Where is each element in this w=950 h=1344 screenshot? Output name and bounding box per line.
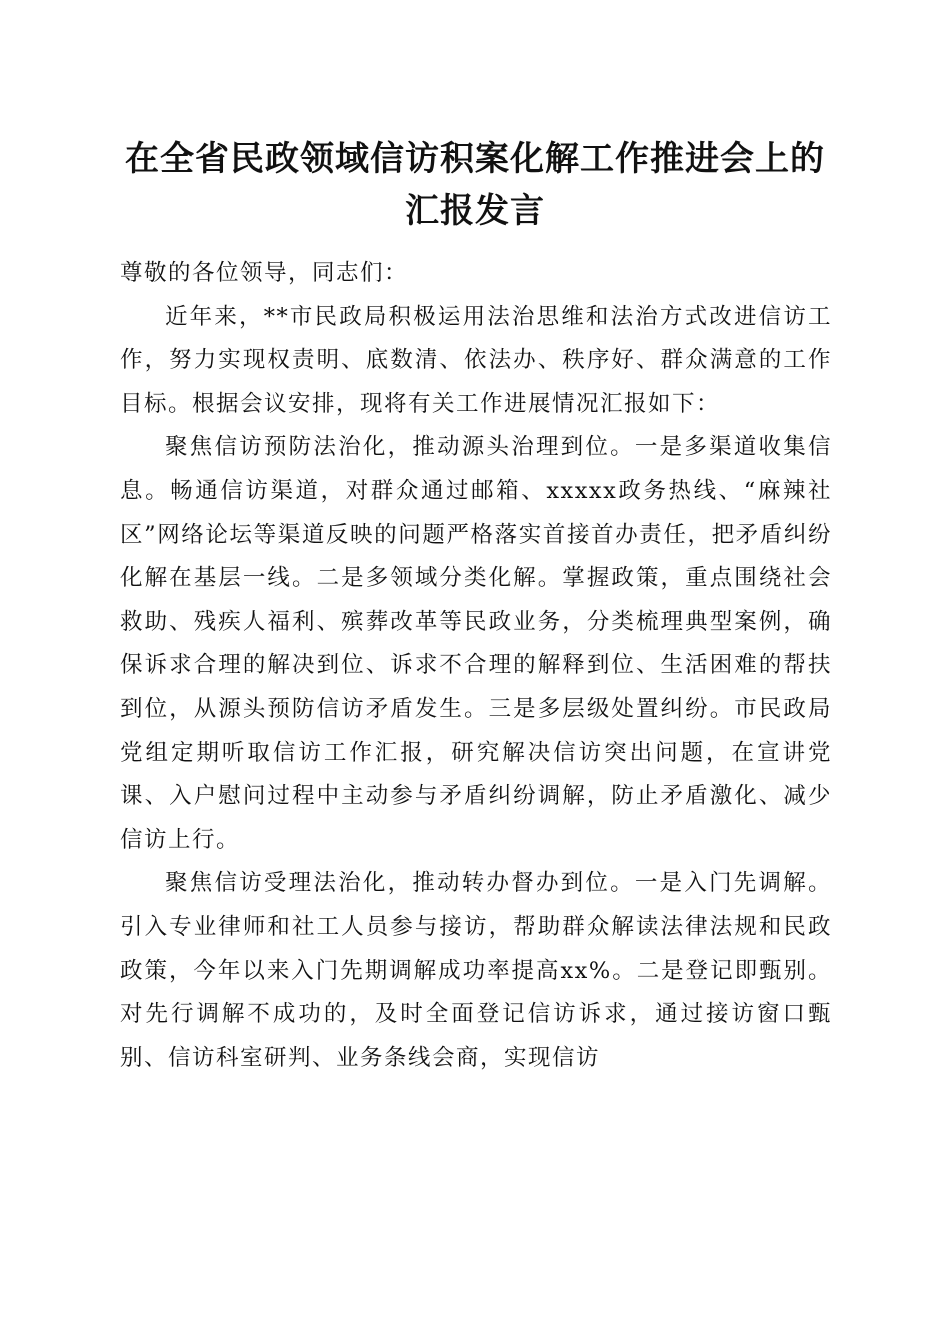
salutation: 尊敬的各位领导，同志们： xyxy=(120,260,409,286)
title-line-2: 汇报发言 xyxy=(405,191,545,231)
document-body xyxy=(120,252,832,1080)
paragraph-prevention: 聚焦信访预防法治化，推动源头治理到位。一是多渠道收集信息。畅通信访渠道，对群众通过邮箱、xxxxx政务热线、“麻辣社区”网络论坛等渠道反映的问题严格落实首接首办责任，把矛盾纠纷化解在基层一线。二是多领域分类化解。掌握政策，重点围绕社会救助、残疾人福利、殡葬改革等民政业务，分类梳理典型案例，确保诉求合理的解决到位、诉求不合理的解释到位、生活困难的帮扶到位，从源头预防信访矛盾发生。三是多层级处置纠纷。市民政局党组定期听取信访工作汇报，研究解决信访突出问题，在宣讲党课、入户慰问过程中主动参与矛盾纠纷调解，防止矛盾激化、减少信访上行。 xyxy=(120,434,832,853)
document-title xyxy=(100,133,850,237)
paragraph-acceptance: 聚焦信访受理法治化，推动转办督办到位。一是入门先调解。引入专业律师和社工人员参与接访，帮助群众解读法律法规和民政政策，今年以来入门先期调解成功率提高xx%。二是登记即甄别。对先行调解不成功的，及时全面登记信访诉求，通过接访窗口甄别、信访科室研判、业务条线会商，实现信访 xyxy=(120,870,832,1071)
title-line-1: 在全省民政领域信访积案化解工作推进会上的 xyxy=(125,139,825,179)
paragraph-intro: 近年来，**市民政局积极运用法治思维和法治方式改进信访工作，努力实现权责明、底数清、依法办、秩序好、群众满意的工作目标。根据会议安排，现将有关工作进展情况汇报如下： xyxy=(120,303,832,417)
